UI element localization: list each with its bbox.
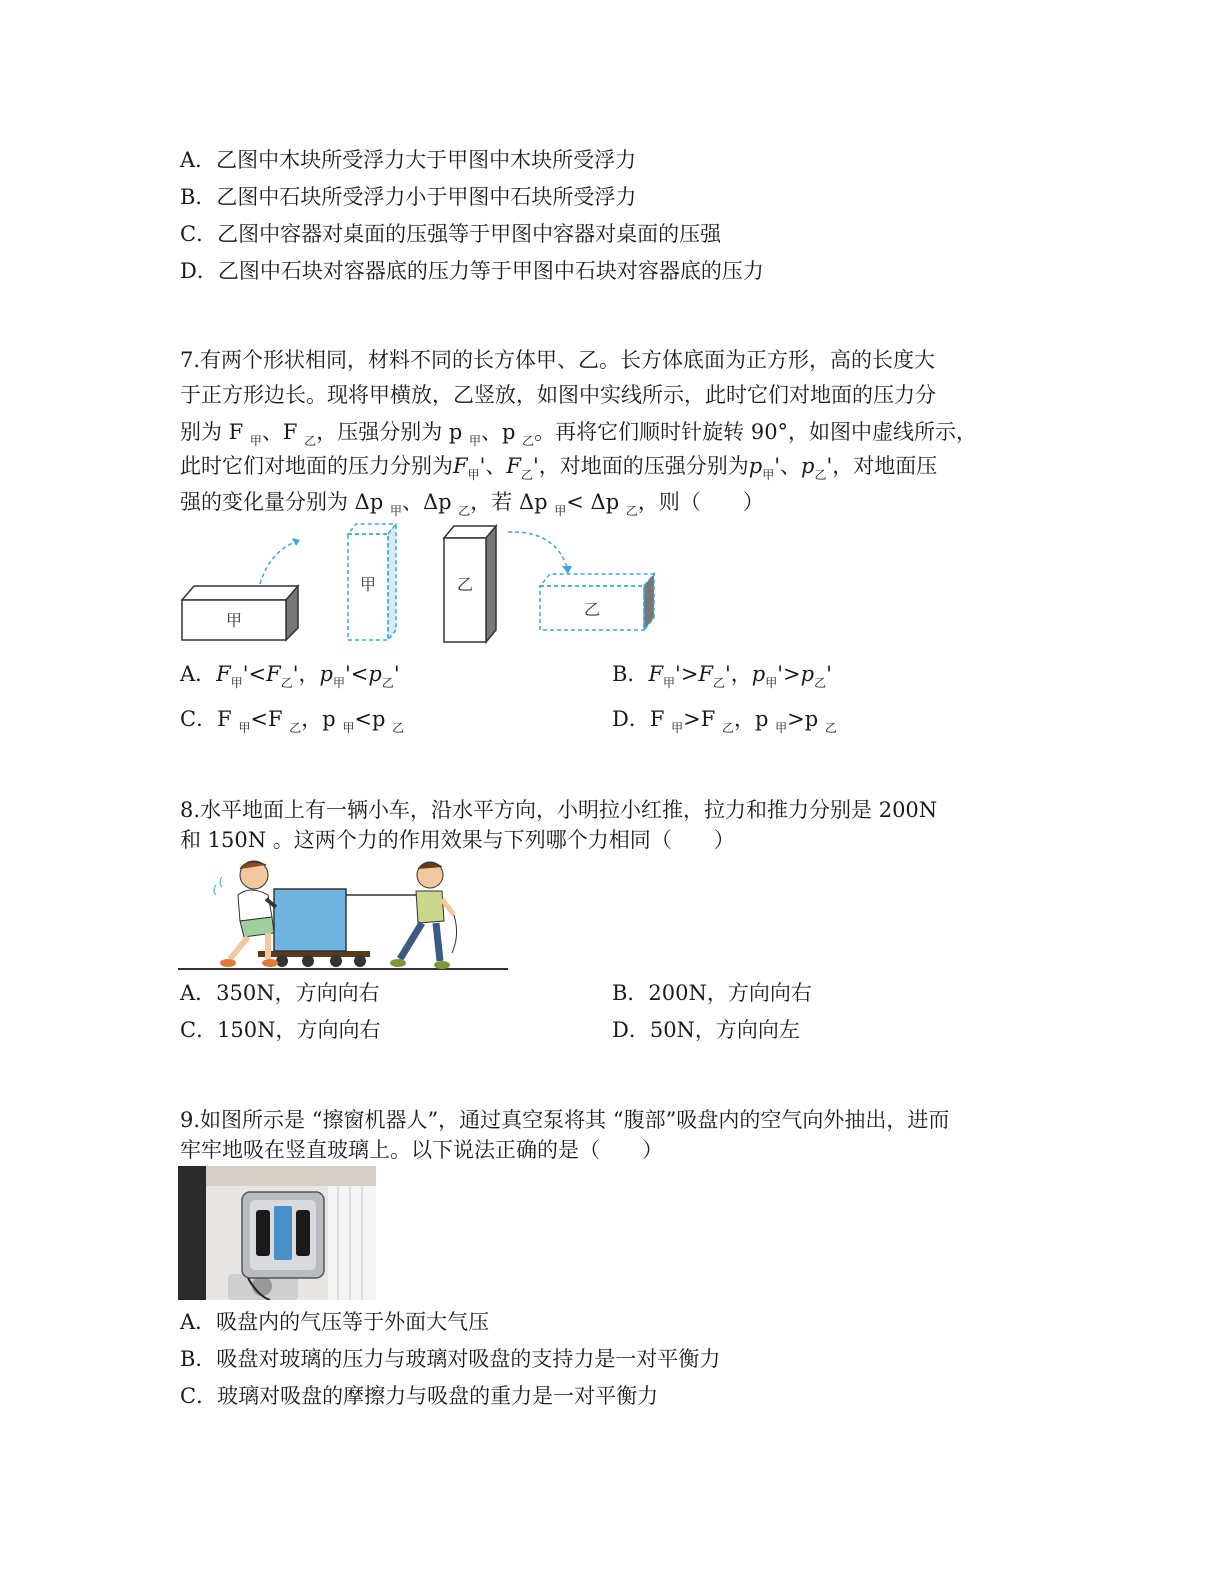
cart-wheel bbox=[354, 955, 366, 967]
q6-option-d: D．乙图中石块对容器底的压力等于甲图中石块对容器底的压力 bbox=[180, 259, 764, 283]
block-jia-vertical bbox=[348, 524, 396, 640]
q9-stem-line1: 9.如图所示是 “擦窗机器人”，通过真空泵将其 “腹部”吸盘内的空气向外抽出，进而 bbox=[180, 1108, 950, 1132]
block-yi-horizontal bbox=[540, 574, 654, 630]
q8-stem-line2: 和 150N 。这两个力的作用效果与下列哪个力相同（ ） bbox=[180, 828, 735, 852]
q7-stem-line3: 别为 F $_甲$、F $_乙$，压强分别为 p $_甲$、p $_乙$。再将它们顺时针旋转 90°，如图中虚线所示， bbox=[180, 420, 978, 448]
block-jia-label: 甲 bbox=[225, 611, 243, 630]
block-yi-label: 乙 bbox=[456, 575, 474, 594]
q8-cart-figure bbox=[178, 855, 510, 975]
pusher-figure bbox=[214, 861, 278, 967]
cart-box bbox=[274, 889, 346, 951]
q7-option-a: A．$F_甲'<F_乙'$，$p_甲'<p_乙'$ bbox=[180, 662, 400, 690]
q7-blocks-figure bbox=[178, 520, 668, 650]
puller-figure bbox=[390, 862, 457, 969]
q6-option-c: C．乙图中容器对桌面的压强等于甲图中容器对桌面的压强 bbox=[180, 222, 722, 246]
cart-wheel bbox=[302, 955, 314, 967]
q6-option-b: B．乙图中石块所受浮力小于甲图中石块所受浮力 bbox=[180, 185, 637, 209]
q9-option-b: B．吸盘对玻璃的压力与玻璃对吸盘的支持力是一对平衡力 bbox=[180, 1347, 721, 1371]
rotate-arrow-jia bbox=[260, 540, 300, 584]
q8-option-c: C．150N，方向向右 bbox=[180, 1018, 381, 1042]
q9-stem-line2: 牢牢地吸在竖直玻璃上。以下说法正确的是（ ） bbox=[180, 1138, 663, 1162]
q7-stem-line2: 于正方形边长。现将甲横放，乙竖放，如图中实线所示，此时它们对地面的压力分 bbox=[180, 383, 936, 407]
cart-wheel bbox=[330, 955, 342, 967]
block-yi-horizontal-label: 乙 bbox=[583, 600, 601, 619]
q7-stem-line4: 此时它们对地面的压力分别为$F_甲'$、$F_乙'$，对地面的压强分别为$p_甲'$、$p_乙'$，对地面压 bbox=[180, 454, 938, 482]
q8-stem-line1: 8.水平地面上有一辆小车，沿水平方向，小明拉小红推，拉力和推力分别是 200N bbox=[180, 798, 938, 822]
robot-body bbox=[242, 1192, 324, 1278]
q9-option-c: C．玻璃对吸盘的摩擦力与吸盘的重力是一对平衡力 bbox=[180, 1384, 659, 1408]
cart-base bbox=[258, 951, 370, 957]
q7-stem-line5: 强的变化量分别为 Δp $_甲$、Δp $_乙$，若 Δp $_甲$< Δp $_乙$，则（ ） bbox=[180, 490, 764, 518]
block-jia-horizontal bbox=[182, 586, 298, 640]
q7-stem-line1: 7.有两个形状相同，材料不同的长方体甲、乙。长方体底面为正方形，高的长度大 bbox=[180, 348, 936, 372]
q8-option-b: B．200N，方向向右 bbox=[612, 981, 812, 1005]
q6-option-a: A．乙图中木块所受浮力大于甲图中木块所受浮力 bbox=[180, 148, 637, 172]
window-robot-photo bbox=[178, 1166, 376, 1300]
q7-option-c: C．F $_甲$<F $_乙$，p $_甲$<p $_乙$ bbox=[180, 707, 405, 735]
q7-option-b: B．$F_甲'>F_乙'$，$p_甲'>p_乙'$ bbox=[612, 662, 832, 690]
q9-option-a: A．吸盘内的气压等于外面大气压 bbox=[180, 1310, 490, 1334]
q8-option-a: A．350N，方向向右 bbox=[180, 981, 380, 1005]
block-yi-vertical bbox=[444, 526, 496, 642]
rotate-arrow-yi bbox=[508, 532, 568, 570]
cart-wheel bbox=[276, 955, 288, 967]
q8-option-d: D．50N，方向向左 bbox=[612, 1018, 800, 1042]
q7-option-d: D．F $_甲$>F $_乙$，p $_甲$>p $_乙$ bbox=[612, 707, 837, 735]
block-jia-vertical-label: 甲 bbox=[359, 575, 377, 594]
